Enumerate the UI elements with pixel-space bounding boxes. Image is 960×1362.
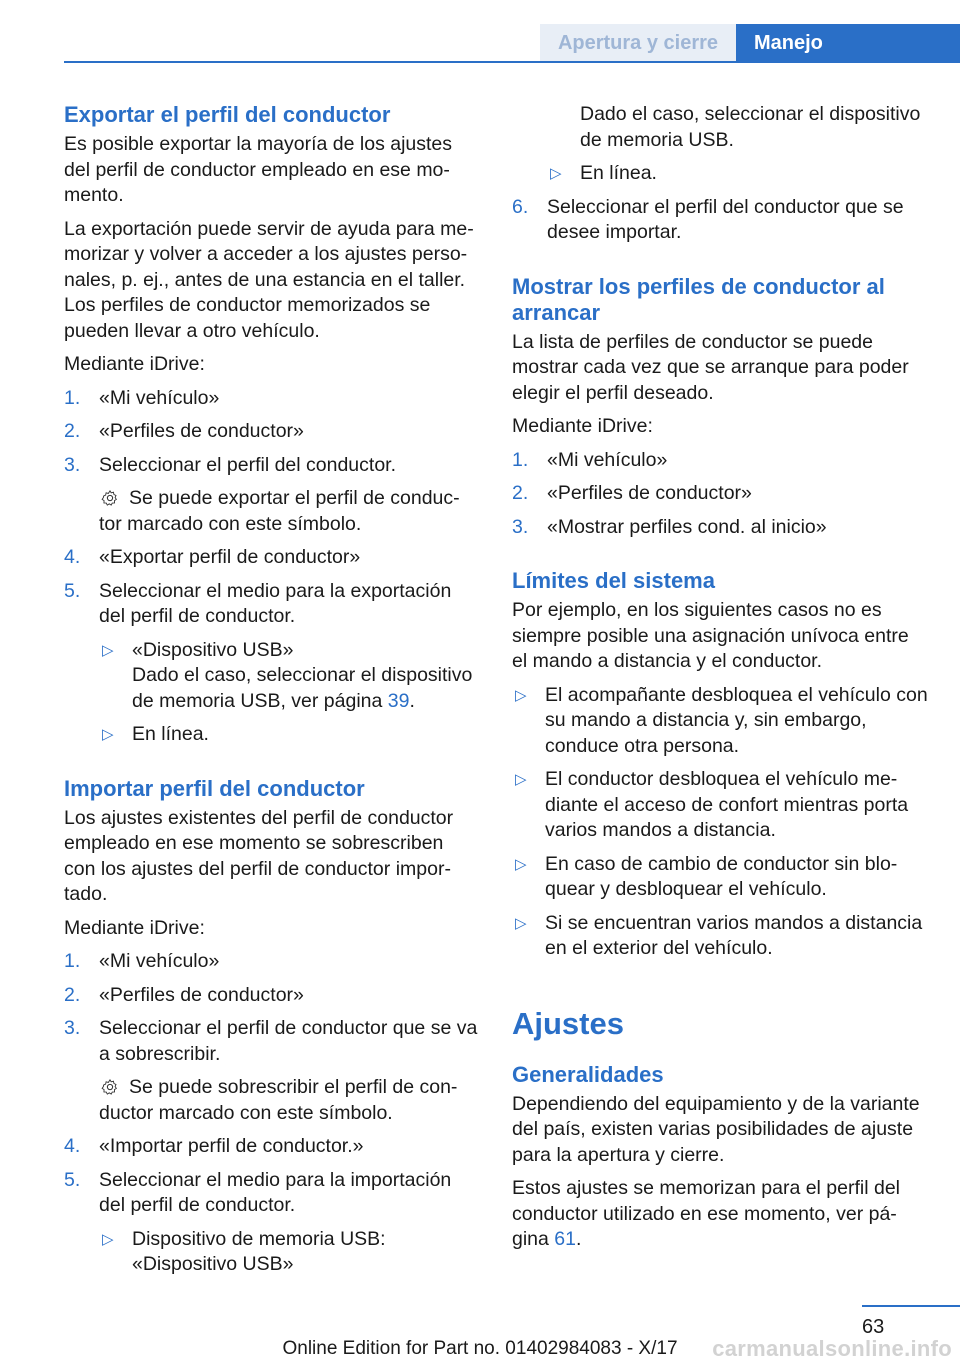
footer-divider: [862, 1305, 960, 1307]
bullet-text: En línea.: [580, 162, 657, 184]
bullet-text: En línea.: [132, 723, 209, 745]
bullet-text: En caso de cambio de conductor sin blo‐quear y desbloquear el vehículo.: [545, 852, 898, 900]
show-steps: [512, 448, 928, 541]
list-item: [547, 161, 928, 187]
triangle-right-icon: ▷: [515, 771, 527, 788]
step-text: Seleccionar el medio para la exportación del perfil de conductor.: [99, 579, 452, 627]
bullet-text: El conductor desbloquea el vehículo me‐diante el acceso de confort mientras porta varios mandos a distancia.: [545, 768, 909, 841]
export-paragraph-3: Mediante iDrive:: [64, 353, 205, 375]
step-text: «Perfiles de conductor»: [99, 420, 304, 442]
export-paragraph-1: Es posible exportar la mayoría de los ajustes del perfil de conductor empleado en ese mo‐mento.: [64, 133, 453, 206]
step-number: 6.: [512, 195, 529, 218]
spacer: [512, 254, 928, 274]
step-text: «Mi vehículo»: [99, 950, 220, 972]
step-text: «Exportar perfil de conductor»: [99, 546, 361, 568]
list-item: [64, 386, 480, 412]
import-media-options: [99, 1227, 480, 1278]
left-column: [64, 102, 480, 1286]
chapter-tab: Manejo: [736, 24, 960, 62]
step-text: Seleccionar el perfil de conductor que se va a sobrescribir.: [99, 1017, 478, 1065]
header-divider: [64, 61, 960, 63]
limits-list: [512, 683, 928, 962]
step-number: 4.: [64, 546, 81, 568]
symbol-note: [99, 486, 480, 537]
list-item: [99, 638, 480, 715]
bullet-text: El acompañante desbloquea el vehículo con su mando a distancia y, sin embargo, conduce otra persona.: [545, 683, 928, 757]
list-item: [512, 481, 928, 507]
import-steps: [64, 949, 480, 1278]
list-item: [64, 579, 480, 748]
settings-paragraph-2-text: Estos ajustes se memorizan para el perfil del conductor utilizado en ese momento, ver pá‐gina: [512, 1177, 901, 1250]
list-item: [512, 448, 928, 474]
list-item: [99, 722, 480, 748]
export-paragraph-2: La exportación puede servir de ayuda para me‐morizar y volver a acceder a los ajustes perso‐nales, p. ej., antes de una estancia en el taller. Los perfiles de conductor memorizados se pueden llevar a otro vehículo.: [64, 217, 474, 342]
bullet-detail: Dado el caso, seleccionar el dispositivo de memoria USB, ver página: [132, 664, 473, 712]
limits-heading: Límites del sistema: [512, 568, 715, 593]
step-text: «Mostrar perfiles cond. al inicio»: [547, 515, 827, 538]
right-column: [512, 102, 928, 1261]
gear-icon: [101, 489, 119, 507]
step-text: «Mi vehículo»: [547, 448, 668, 471]
triangle-right-icon: ▷: [550, 165, 562, 182]
punctuation: .: [409, 689, 415, 712]
show-paragraph-2: Mediante iDrive:: [512, 415, 653, 437]
export-media-options: [99, 638, 480, 748]
step-text: Seleccionar el perfil del conductor que se desee importar.: [547, 195, 904, 243]
list-item: [512, 195, 928, 246]
triangle-right-icon: ▷: [102, 1230, 114, 1248]
step-number: 2.: [512, 482, 529, 504]
list-item: [512, 852, 928, 903]
bullet-text: «Dispositivo USB»: [132, 638, 294, 661]
triangle-right-icon: ▷: [102, 726, 114, 743]
import-paragraph-1: Los ajustes existentes del perfil de conductor empleado en ese momento se sobrescriben con los ajustes del perfil de conductor impor‐tado.: [64, 806, 454, 905]
step-number: 1.: [64, 386, 81, 409]
step-number: 4.: [64, 1135, 81, 1157]
edition-note: Online Edition for Part no. 01402984083 - X/17: [282, 1338, 678, 1359]
list-item: [64, 1016, 480, 1126]
spacer: [512, 548, 928, 568]
step-number: 5.: [64, 579, 81, 602]
continued-bullet-text: Dado el caso, seleccionar el dispositivo de memoria USB.: [580, 103, 921, 151]
list-item: [64, 453, 480, 538]
triangle-right-icon: ▷: [515, 686, 527, 704]
list-item: [64, 545, 480, 571]
step-text: Seleccionar el perfil del conductor.: [99, 453, 397, 476]
list-item: [64, 1168, 480, 1278]
step-number: 3.: [64, 1017, 81, 1039]
list-item: [512, 767, 928, 844]
step-number: 5.: [64, 1168, 81, 1191]
spacer: [512, 970, 928, 1006]
general-heading: Generalidades: [512, 1061, 664, 1087]
section-tab: Apertura y cierre: [540, 24, 736, 62]
import-paragraph-2: Mediante iDrive:: [64, 916, 205, 939]
step-number: 3.: [64, 453, 81, 476]
import-steps-cont: [512, 195, 928, 246]
step-text: «Mi vehículo»: [99, 386, 220, 409]
step-text: Seleccionar el medio para la importación del perfil de conductor.: [99, 1168, 452, 1216]
triangle-right-icon: ▷: [102, 641, 114, 659]
step-text: «Perfiles de conductor»: [99, 983, 304, 1006]
triangle-right-icon: ▷: [515, 914, 527, 932]
note-text: Se puede sobrescribir el perfil de con‐ductor marcado con este símbolo.: [99, 1076, 458, 1124]
watermark: carmanualsonline.info: [712, 1336, 952, 1361]
gear-icon: [101, 1078, 119, 1096]
list-item: [512, 515, 928, 541]
page-number: 63: [862, 1316, 885, 1338]
settings-paragraph-1: Dependiendo del equipamiento y de la variante del país, existen varias posibilidades de ajuste para la apertura y cierre.: [512, 1092, 920, 1166]
symbol-note: [99, 1075, 480, 1126]
triangle-right-icon: ▷: [515, 855, 527, 873]
step-number: 1.: [64, 950, 81, 972]
limits-paragraph: Por ejemplo, en los siguientes casos no es siempre posible una asignación unívoca entre el mando a distancia y el conductor.: [512, 599, 909, 672]
list-item: [512, 911, 928, 962]
page-link[interactable]: 39: [387, 689, 410, 712]
import-media-options-cont: [547, 161, 928, 187]
show-paragraph-1: La lista de perfiles de conductor se puede mostrar cada vez que se arranque para poder elegir el perfil deseado.: [512, 330, 909, 404]
step-number: 3.: [512, 515, 529, 538]
import-heading: Importar perfil del conductor: [64, 775, 365, 801]
page-link[interactable]: 61: [554, 1228, 576, 1250]
export-heading: Exportar el perfil del conductor: [64, 102, 391, 127]
bullet-text: Si se encuentran varios mandos a distancia en el exterior del vehículo.: [545, 911, 923, 959]
settings-paragraph-2: [512, 1176, 928, 1253]
punctuation: .: [576, 1228, 582, 1250]
show-profiles-heading: Mostrar los perfiles de conductor al arrancar: [512, 273, 885, 325]
list-item: [64, 1134, 480, 1160]
settings-heading: Ajustes: [512, 1005, 624, 1041]
step-number: 2.: [64, 983, 81, 1006]
list-item: [99, 1227, 480, 1278]
step-number: 1.: [512, 448, 529, 471]
list-item: [64, 419, 480, 445]
step-number: 2.: [64, 420, 81, 442]
bullet-text: Dispositivo de memoria USB: «Dispositivo USB»: [132, 1227, 386, 1275]
list-item: [64, 949, 480, 975]
step-text: «Importar perfil de conductor.»: [99, 1135, 364, 1157]
note-text: Se puede exportar el perfil de conduc‐tor marcado con este símbolo.: [99, 487, 460, 535]
export-steps: [64, 386, 480, 748]
step-text: «Perfiles de conductor»: [547, 482, 752, 504]
spacer: [64, 756, 480, 776]
page-header: [0, 0, 960, 62]
list-item: [64, 983, 480, 1009]
list-item: [512, 683, 928, 760]
